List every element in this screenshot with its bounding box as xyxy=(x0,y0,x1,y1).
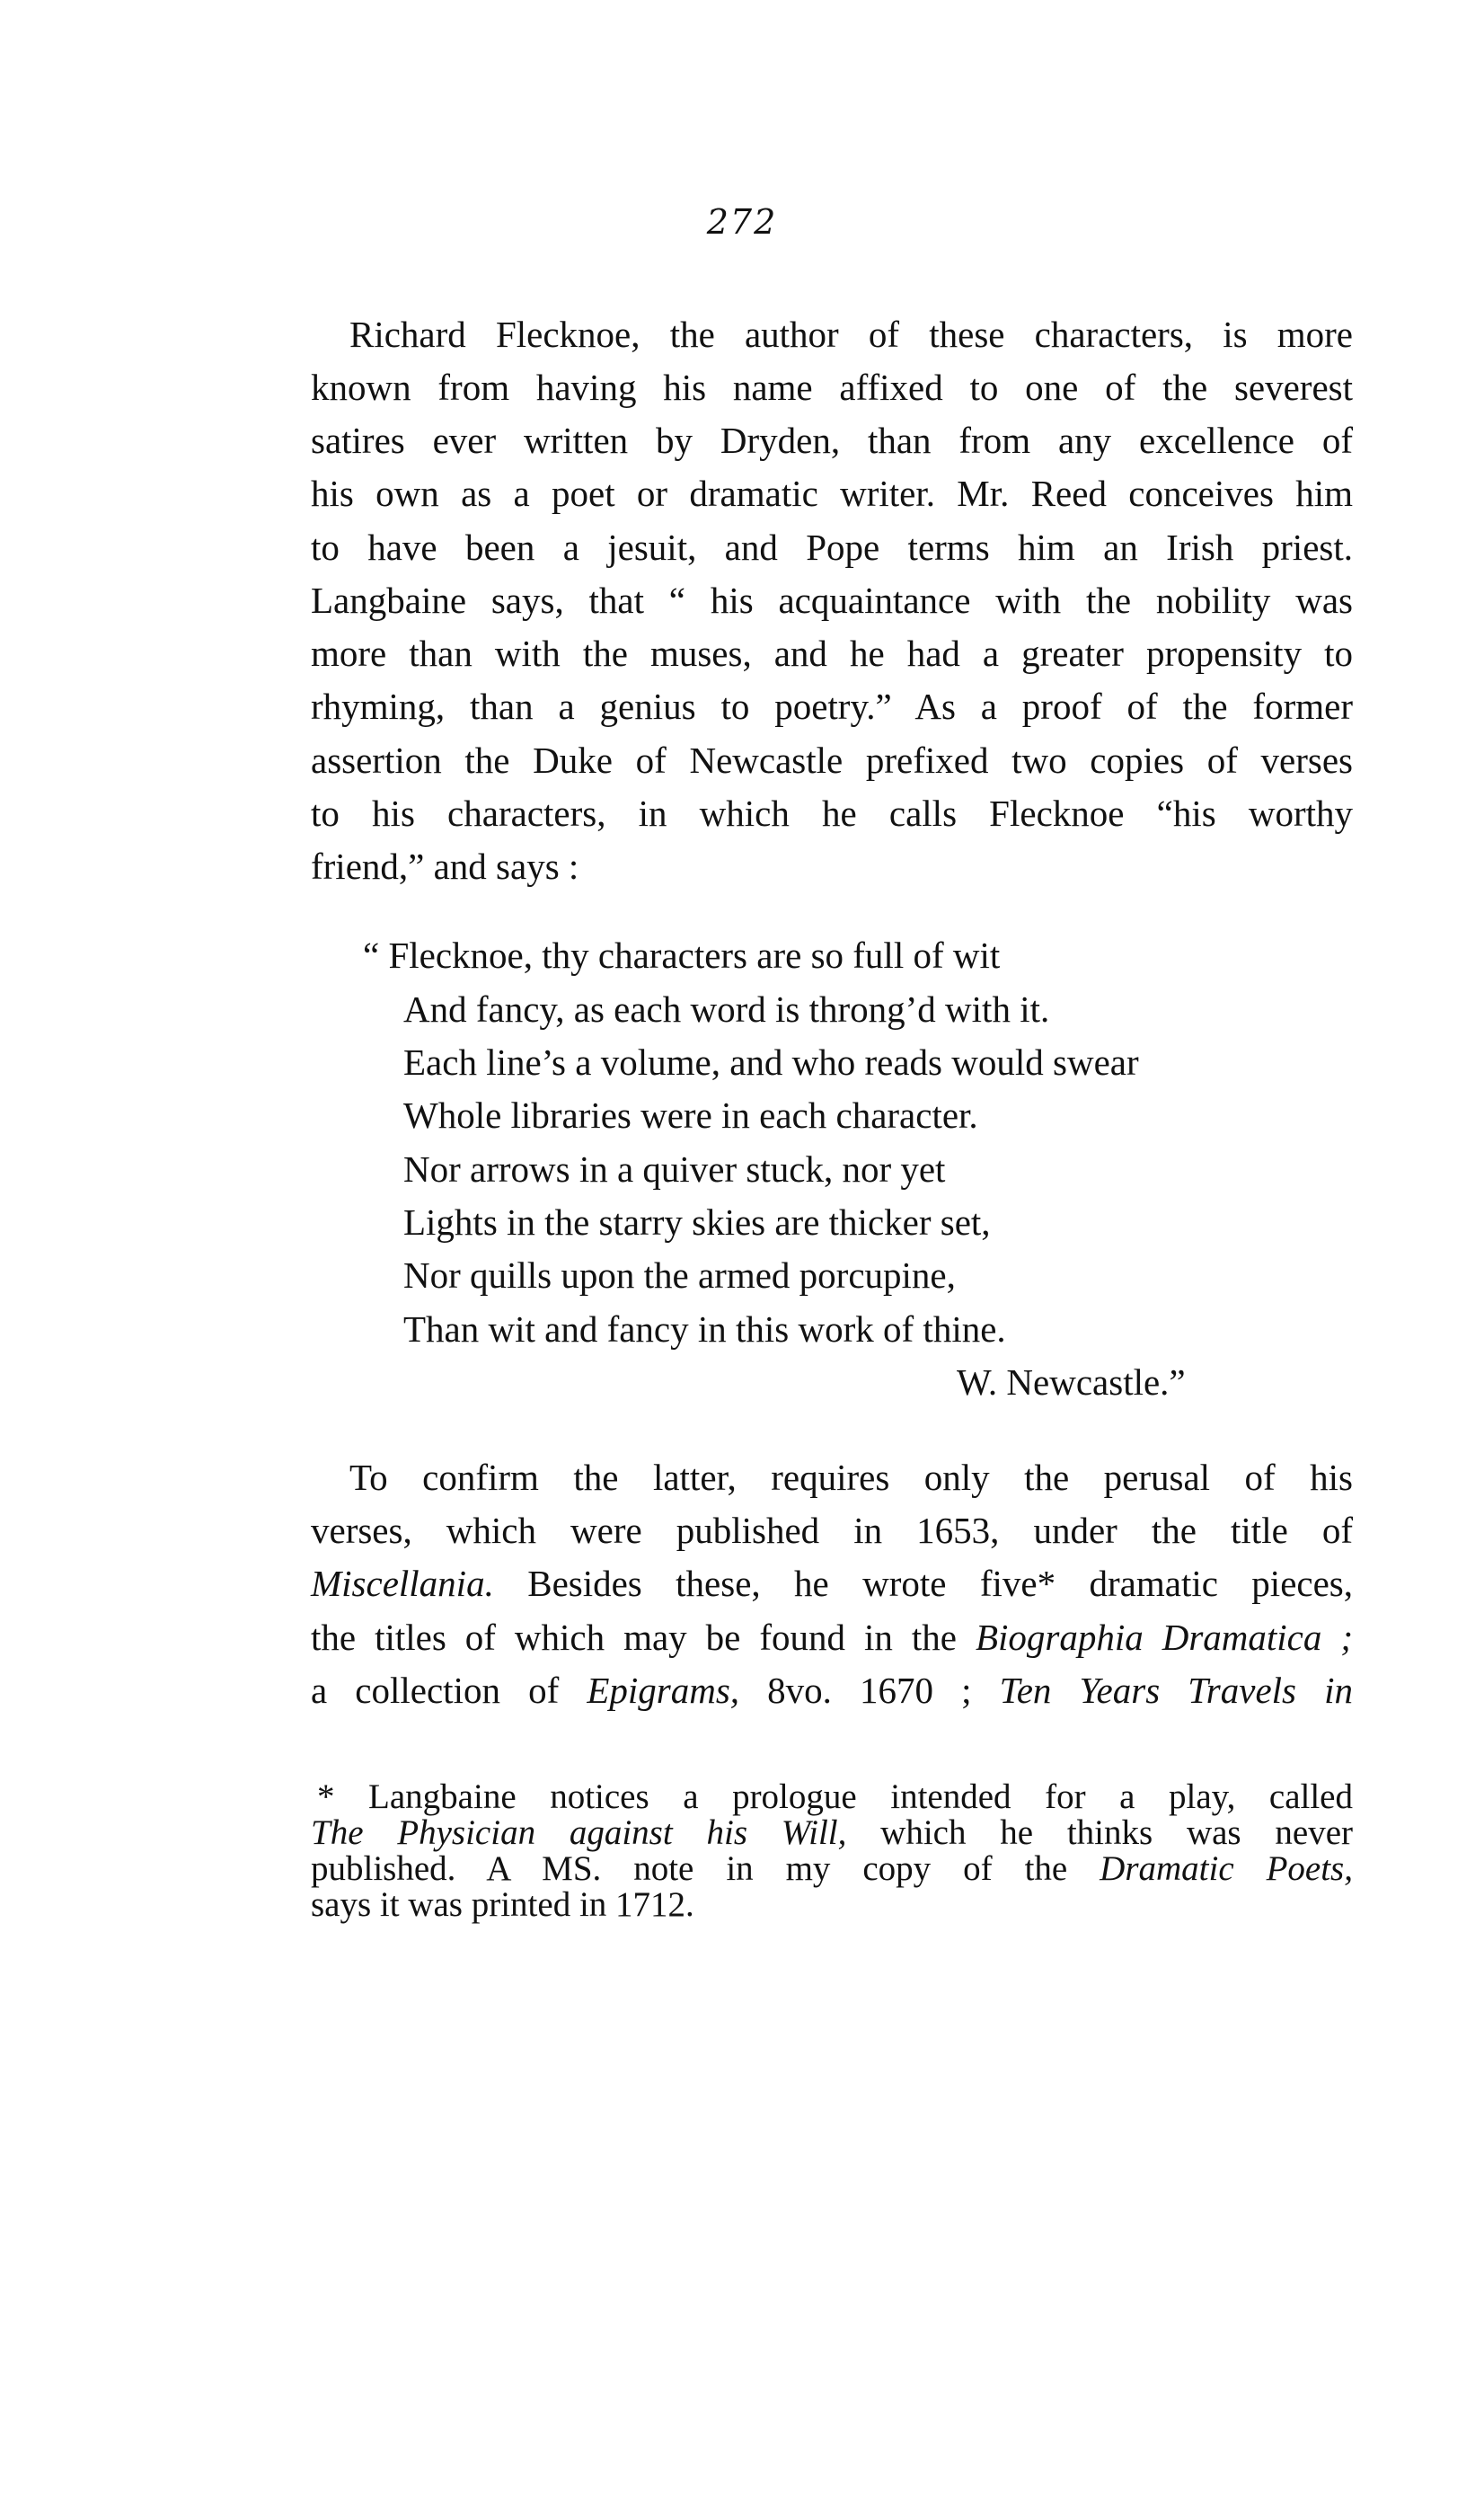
paragraph-line xyxy=(311,1672,1353,1709)
text-run: 8vo. 1670 ; xyxy=(739,1670,1000,1711)
footnote-line xyxy=(311,1851,1353,1886)
paragraph-line: rhyming, than a genius to poetry.” As a proof of the former xyxy=(311,686,1353,727)
footnote-line: * Langbaine notices a prologue intended for a play, called xyxy=(317,1777,1353,1816)
italic-title: Miscellania. xyxy=(311,1563,494,1604)
footnote-line xyxy=(311,1815,1353,1850)
verse-line: Than wit and fancy in this work of thine. xyxy=(403,1308,1006,1350)
paragraph-line: friend,” and says : xyxy=(311,846,579,887)
paragraph-line: assertion the Duke of Newcastle prefixed two copies of verses xyxy=(311,740,1353,781)
italic-title: The Physician against his Will, xyxy=(311,1813,847,1852)
paragraph-line: verses, which were published in 1653, under the title of xyxy=(311,1510,1353,1551)
verse-line: Each line’s a volume, and who reads would swear xyxy=(403,1041,1139,1083)
text-run: Besides these, he wrote five* dramatic pieces, xyxy=(493,1563,1353,1604)
paragraph-line xyxy=(311,1565,1353,1602)
verse-line: Nor arrows in a quiver stuck, nor yet xyxy=(403,1148,946,1190)
verse-line: Whole libraries were in each character. xyxy=(403,1094,978,1136)
italic-title: Epigrams, xyxy=(587,1670,740,1711)
paragraph-line xyxy=(311,1619,1353,1656)
verse-line: Nor quills upon the armed porcupine, xyxy=(403,1254,956,1296)
paragraph-line: satires ever written by Dryden, than from any excellence of xyxy=(311,420,1353,461)
paragraph-line: his own as a poet or dramatic writer. Mr. Reed conceives him xyxy=(311,473,1353,514)
verse-attribution: W. Newcastle.” xyxy=(957,1361,1186,1403)
paragraph-line: To confirm the latter, requires only the perusal of his xyxy=(349,1457,1353,1498)
paragraph-line: known from having his name affixed to one of the severest xyxy=(311,367,1353,408)
verse-line: Lights in the starry skies are thicker set, xyxy=(403,1201,991,1243)
text-run: published. A MS. note in my copy of the xyxy=(311,1849,1100,1888)
text-run: the titles of which may be found in the xyxy=(311,1617,976,1658)
italic-title: Dramatic Poets, xyxy=(1100,1849,1353,1888)
text-run: which he thinks was never xyxy=(846,1813,1354,1852)
page-number: 272 xyxy=(706,202,778,242)
verse-line: “ Flecknoe, thy characters are so full of wit xyxy=(363,935,1001,976)
paragraph-line: more than with the muses, and he had a greater propensity to xyxy=(311,633,1353,674)
paragraph-line: Richard Flecknoe, the author of these characters, is more xyxy=(349,314,1353,355)
footnote-line: says it was printed in 1712. xyxy=(311,1885,694,1924)
italic-title: Biographia Dramatica ; xyxy=(975,1617,1353,1658)
paragraph-line: to have been a jesuit, and Pope terms him an Irish priest. xyxy=(311,527,1353,568)
paragraph-line: Langbaine says, that “ his acquaintance with the nobility was xyxy=(311,580,1353,621)
verse-line: And fancy, as each word is throng’d with it. xyxy=(403,988,1050,1030)
italic-title: Ten Years Travels in xyxy=(999,1670,1353,1711)
text-run: a collection of xyxy=(311,1670,587,1711)
paragraph-line: to his characters, in which he calls Flecknoe “his worthy xyxy=(311,793,1353,834)
